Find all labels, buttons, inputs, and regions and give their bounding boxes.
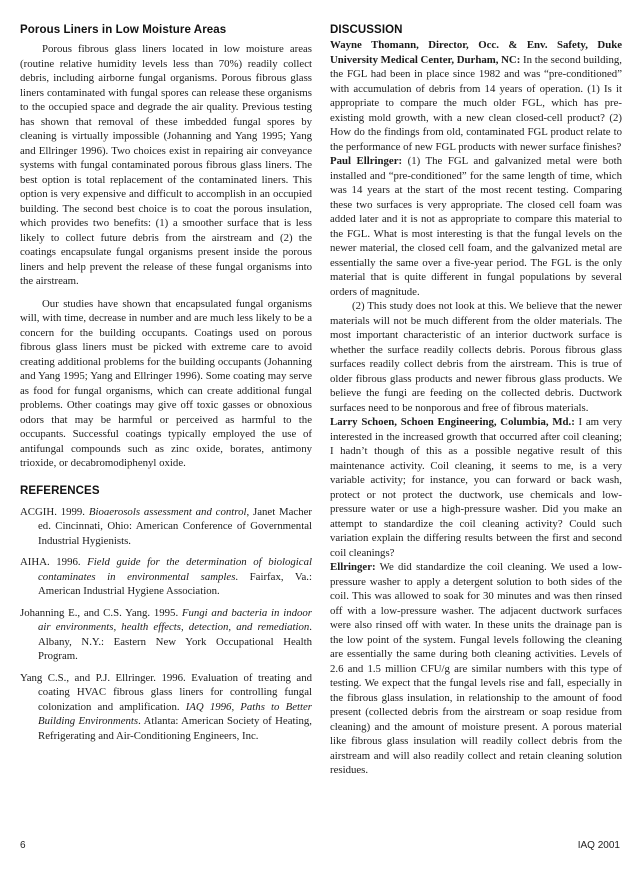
reference-authors: ACGIH. 1999. (20, 505, 89, 518)
discussion-text: We did standardize the coil cleaning. We used a low-pressure washer to apply a detergent solution to both sides of the coil. This was allowed to soak for 30 minutes and was then rinsed off with a low-pressure washer. The adjacent ductwork surfaces were also rinsed off with water. In these units the drainage pan is the low point of the system. Fungal levels following the cleaning are essentially the same during both cleaning activities. Levels of 2.6 and 1.5 million CFU/g are similar numbers with this type of testing. We expect that the fungal levels rise and fall, especially in the fibrous glass insulation, in relationship to the amount of food present (collected debris from the airstream or soap residue from cleaning) and the amount of moisture present. A porous material like fibrous glass insulation will readily collect debris from the airstream and will also readily collect and retain cleaning solution residues. (330, 561, 622, 776)
right-column (330, 24, 622, 778)
discussion-text: I am very interested in the increased growth that occurred after coil cleaning; I hadn’t though of this as a possible negative result of this maintenance activity. Coil cleaning, it seems to me, is a very variable activity; for instance, you can forward or back wash, protect or not protect the ductwork, use chemicals and low-pressure water or use a high-pressure washer. Did you make an attempt to standardize the coil cleaning activity? Could such variation explain the differing results between the first and second coil cleanings? (330, 416, 622, 559)
reference-publisher: . Fairfax, Va.: American Industrial Hygiene Association. (38, 570, 312, 597)
left-column (20, 24, 312, 750)
discussion-entry (330, 560, 622, 778)
reference-item (20, 505, 312, 549)
speaker-name: Wayne Thomann, Director, Occ. & Env. Safety, Duke University Medical Center, Durham, NC: (330, 39, 622, 66)
reference-title: Bioaerosols assessment and control (88, 505, 247, 518)
reference-publisher: . Atlanta: American Society of Heating, Refrigerating and Air-Conditioning Engineers, Inc. (38, 715, 312, 742)
discussion-text: (2) This study does not look at this. We believe that the newer materials will not be much different from the older materials. The most important characteristic of an interior ductwork surface is whether the surface readily collects debris. Porous fibrous glass surfaces readily collect debris from the airstream. This is true of older fibrous glass products and newer fibrous glass products. We believe the fungi are feeding on the collected debris. Ductwork surfaces need to be nonporous and free of fibrous materials. (330, 300, 622, 414)
reference-authors: Johanning E., and C.S. Yang. 1995. (20, 606, 182, 619)
body-paragraph-1: Porous fibrous glass liners located in low moisture areas (routine relative humidity levels less than 70%) readily collect debris, including airborne fungal organisms. Porous fibrous glass liners contaminated with fungal spores can release these organisms to the occupied space and degrade the air quality. Previous testing has shown that removal of these imbedded fungal spores by cleaning is virtually impossible (Johanning and Yang 1995; Yang and Ellringer 1996). Two choices exist in repairing air conveyance systems with fungal contaminated porous fibrous glass liners. The best option is total replacement of the contaminated liners. This option is very expensive and difficult to accomplish in an occupied building. The second best choice is to coat the porous insulation, which provides two benefits: (1) a smoother surface that is less likely to collect future debris from the airstream and (2) the coatings encapsulate fungal organisms present inside the porous liners and help prevent the release of these fungal organisms into the airstream. (20, 43, 312, 287)
page-number: 6 (20, 840, 26, 851)
reference-item (20, 671, 312, 744)
reference-authors: AIHA. 1996. (20, 556, 88, 568)
body-paragraph-2: Our studies have shown that encapsulated fungal organisms will, with time, decrease in number and are much less likely to be a concern for the building occupants. Coatings used on porous fibrous glass liners must be picked with extreme care to avoid creating additional problems for the building occupants (Johanning and Yang 1995; Yang and Ellringer 1996). Some coating may serve as food for fungal organisms, which can create additional fungal problems. Other coatings may give off toxic gasses or obnoxious odors that may be harmful or perceived as harmful to the occupants. Successful coatings typically employed the use of antifungal compounds such as zinc oxide, borates, antimony trioxide, or decabromodiphenyl oxide. (20, 297, 312, 469)
discussion-text: In the second building, the FGL had been in place since 1982 and was “pre-conditioned” with accumulation of debris from 14 years of operation. (1) Is it appropriate to compare the much older FGL, which has pre-existing mold growth, with a new clean closed-cell product? (2) How do the findings from old, contaminated FGL product relate to the performance of new FGL products with newer surface finishes? (330, 53, 622, 153)
section-title-porous-liners: Porous Liners in Low Moisture Areas (20, 24, 227, 36)
reference-item (20, 606, 312, 664)
discussion-entry (330, 299, 622, 415)
discussion-entry (330, 38, 622, 154)
reference-item (20, 555, 312, 599)
discussion-entry (330, 154, 622, 299)
speaker-name: Ellringer: (330, 561, 376, 573)
discussion-text: (1) The FGL and galvanized metal were both installed and “pre-conditioned” for the same length of time, which was 14 years at the start of the most recent testing. Comparing these two surfaces is very appropriate. The closed cell foam was added later and it is not as appropriate to compare this material to the FGL. What is most interesting is that the fungal levels on the newer material, the closed cell foam, and the galvanized metal are essentially the same over a five-year period. The FGL is the only material that is quite different in fungal populations by several orders of magnitude. (330, 155, 622, 298)
references-heading: REFERENCES (20, 484, 100, 497)
speaker-name: Larry Schoen, Schoen Engineering, Columbia, Md.: (330, 416, 575, 428)
reference-title: IAQ 1996, Paths to Better Building Environments (38, 700, 312, 727)
reference-title: Field guide for the determination of biological contaminates in environmental samples (38, 556, 312, 583)
reference-publisher: , Janet Macher ed. Cincinnati, Ohio: American Conference of Governmental Industrial Hygienists. (38, 505, 312, 547)
discussion-entry (330, 415, 622, 560)
publication-name: IAQ 2001 (577, 840, 620, 851)
reference-authors: Yang C.S., and P.J. Ellringer. 1996. Evaluation of treating and coating HVAC fibrous glass liners for controlling fungal colonization and amplification. (20, 671, 312, 713)
discussion-heading: DISCUSSION (330, 24, 403, 36)
speaker-name: Paul Ellringer: (330, 155, 403, 167)
reference-title: Fungi and bacteria in indoor air environments, health effects, detection, and remediation (38, 606, 312, 633)
reference-publisher: . Albany, N.Y.: Eastern New York Occupational Health Program. (38, 621, 312, 662)
